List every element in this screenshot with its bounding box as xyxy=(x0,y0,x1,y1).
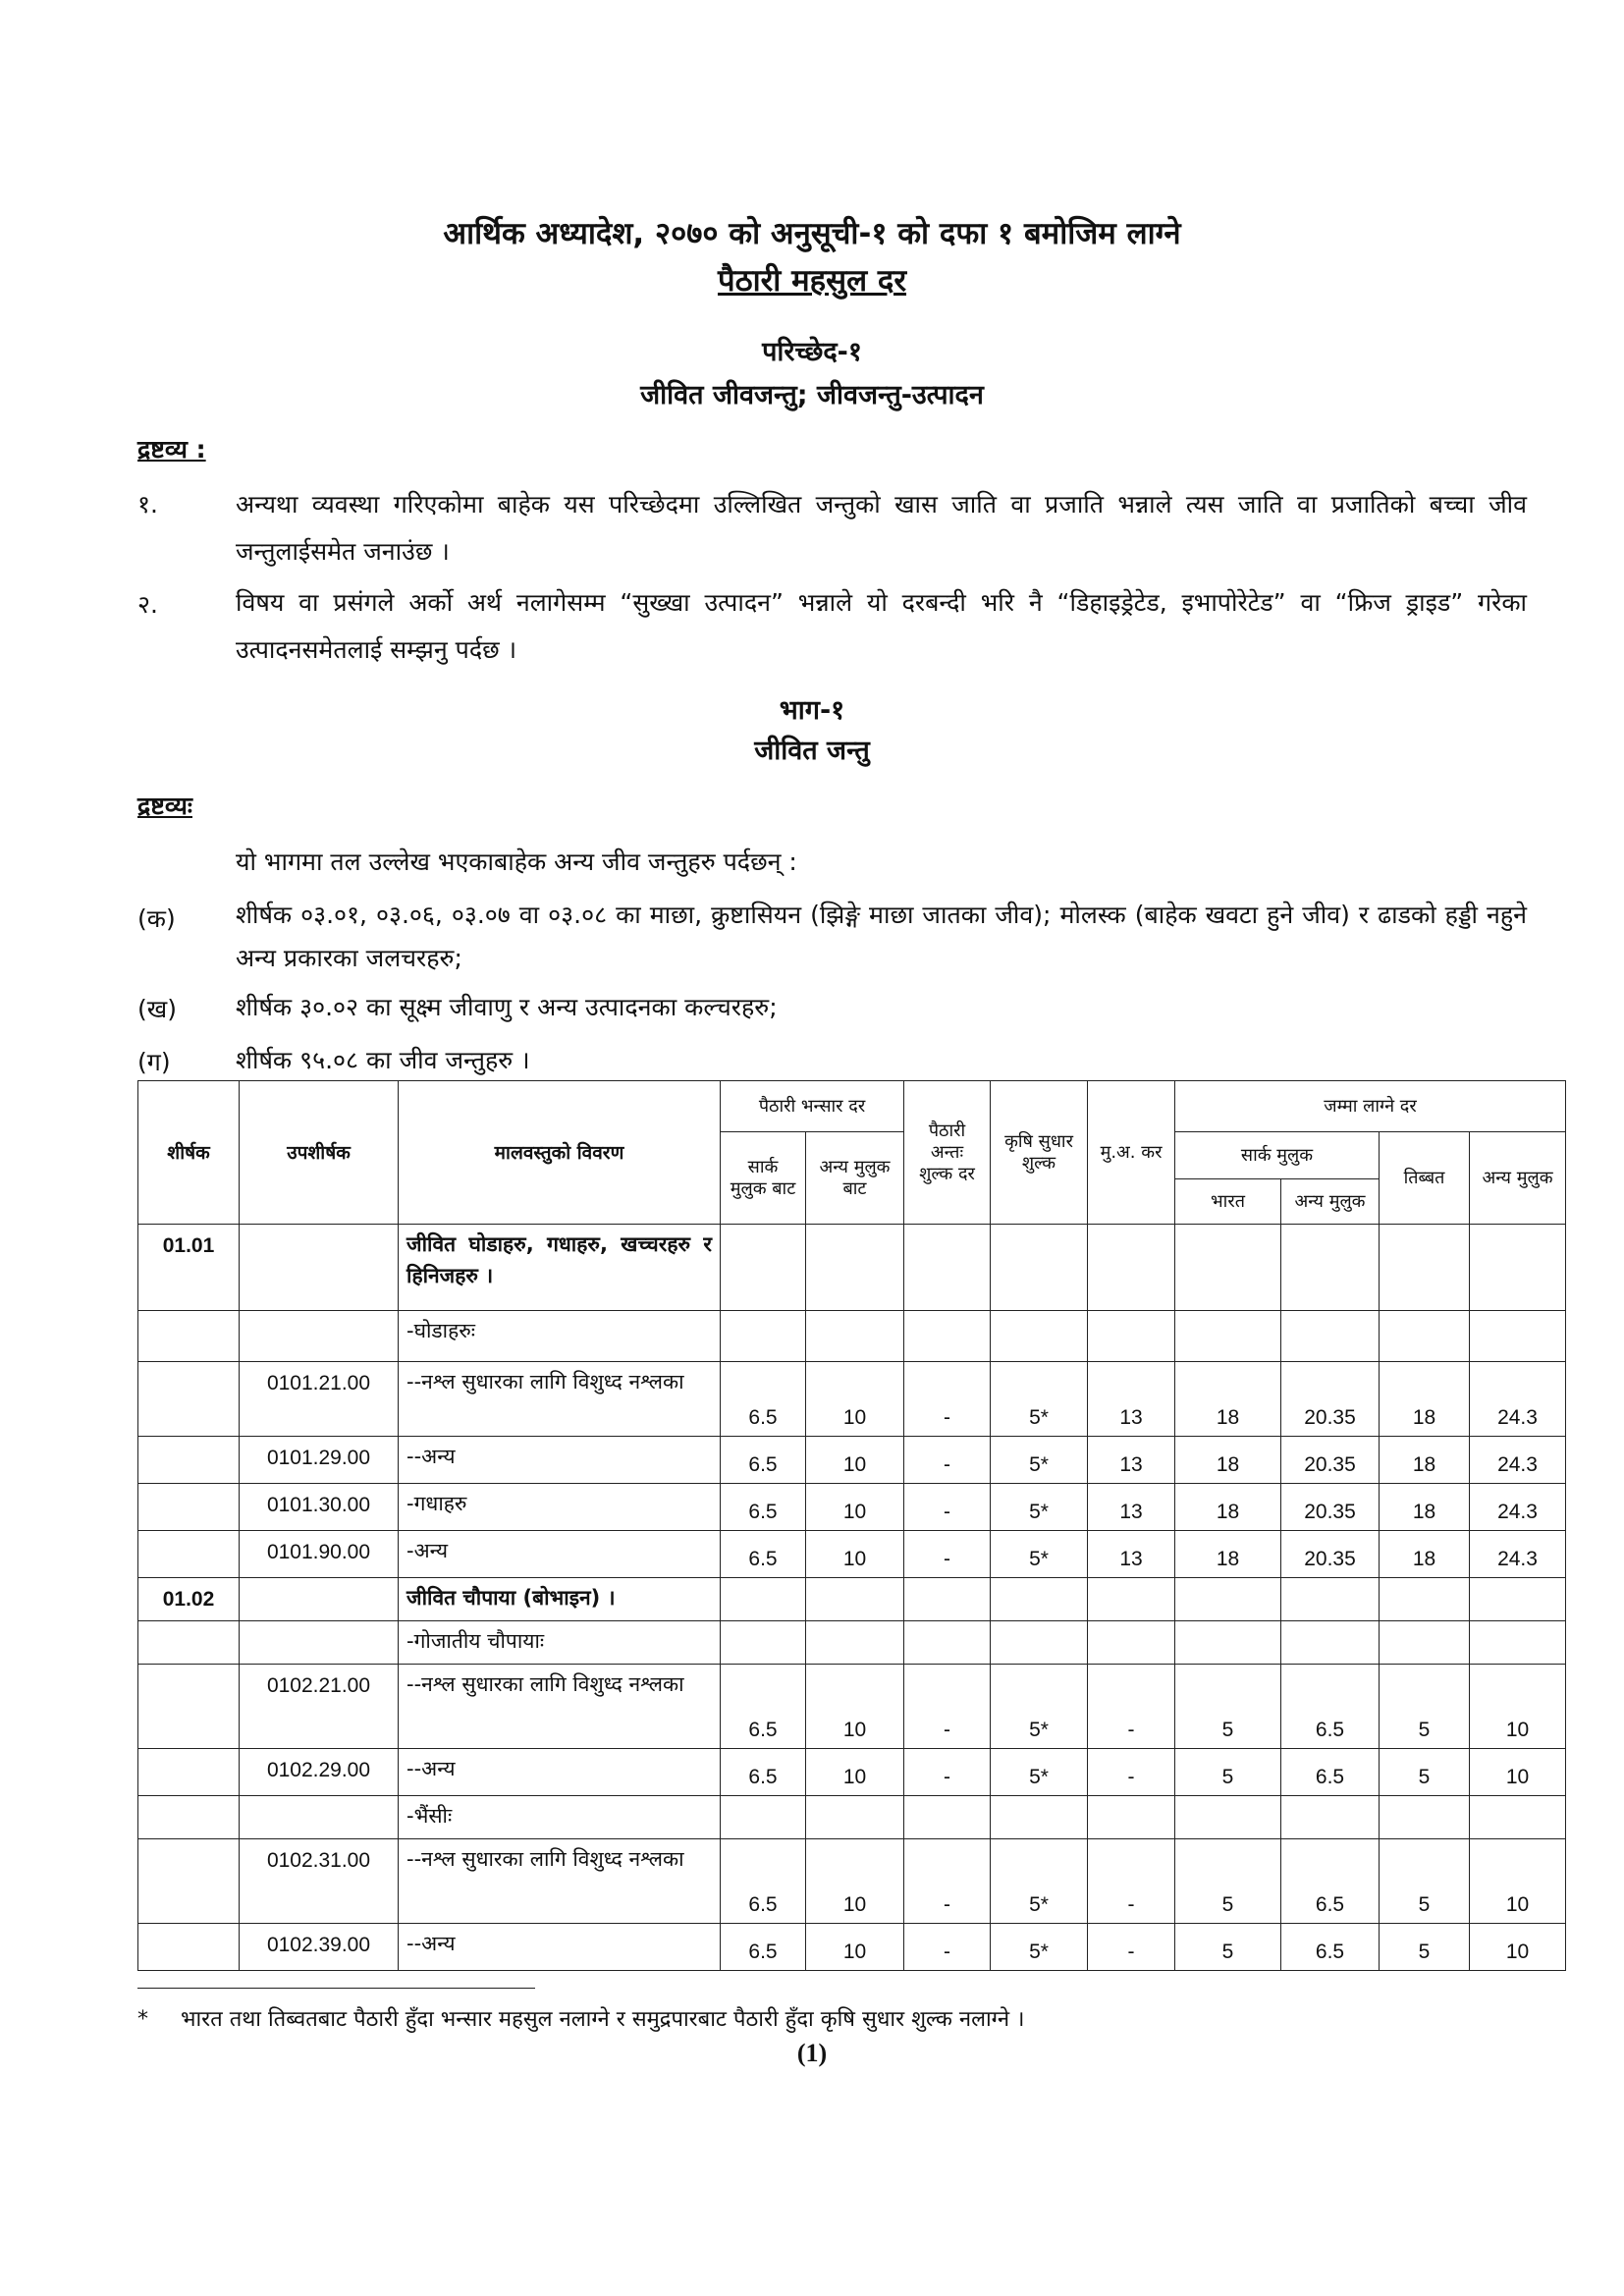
cell-other-country: 10 xyxy=(806,1924,904,1971)
col-header-internal-rate: पैठारी अन्तः शुल्क दर xyxy=(904,1081,991,1225)
cell-india xyxy=(1175,1225,1281,1311)
cell-saarc: 6.5 xyxy=(721,1362,806,1437)
chapter-label: परिच्छेद-१ xyxy=(762,337,862,367)
notes-intro: यो भागमा तल उल्लेख भएकाबाहेक अन्य जीव जन्तुहरु पर्दछन् : xyxy=(236,847,797,876)
cell-vat xyxy=(1088,1621,1175,1665)
cell-description: -अन्य xyxy=(399,1531,721,1578)
cell-subheading xyxy=(240,1578,399,1621)
cell-saarc xyxy=(721,1311,806,1362)
cell-subheading: 0101.21.00 xyxy=(240,1362,399,1437)
cell-tibet: 18 xyxy=(1380,1531,1470,1578)
cell-india xyxy=(1175,1621,1281,1665)
cell-india: 18 xyxy=(1175,1484,1281,1531)
cell-vat: 13 xyxy=(1088,1362,1175,1437)
cell-other-country-2: 10 xyxy=(1470,1665,1566,1749)
cell-agri-fee: 5* xyxy=(991,1362,1088,1437)
cell-internal-rate: - xyxy=(904,1924,991,1971)
cell-agri-fee: 5* xyxy=(991,1924,1088,1971)
cell-other-country xyxy=(806,1311,904,1362)
cell-saarc: 6.5 xyxy=(721,1749,806,1796)
cell-subheading: 0102.31.00 xyxy=(240,1839,399,1924)
cell-subheading xyxy=(240,1796,399,1839)
cell-other-country xyxy=(806,1621,904,1665)
cell-india: 18 xyxy=(1175,1531,1281,1578)
cell-other-country: 10 xyxy=(806,1437,904,1484)
cell-vat xyxy=(1088,1311,1175,1362)
cell-other: 6.5 xyxy=(1281,1749,1380,1796)
cell-other-country-2: 24.3 xyxy=(1470,1362,1566,1437)
table-row xyxy=(138,1749,1566,1796)
cell-description: --अन्य xyxy=(399,1924,721,1971)
cell-vat xyxy=(1088,1796,1175,1839)
cell-other: 6.5 xyxy=(1281,1839,1380,1924)
cell-india xyxy=(1175,1311,1281,1362)
col-header-saarc: सार्क मुलुक बाट xyxy=(721,1132,806,1225)
cell-subheading: 0102.29.00 xyxy=(240,1749,399,1796)
cell-description: --नश्ल सुधारका लागि विशुध्द नश्लका xyxy=(399,1362,721,1437)
document-title: आर्थिक अध्यादेश, २०७० को अनुसूची-१ को दफा १ बमोजिम लाग्ने xyxy=(443,216,1181,251)
table-row xyxy=(138,1311,1566,1362)
cell-heading xyxy=(138,1665,240,1749)
cell-heading xyxy=(138,1437,240,1484)
cell-other-country-2 xyxy=(1470,1621,1566,1665)
cell-description: --नश्ल सुधारका लागि विशुध्द नश्लका xyxy=(399,1665,721,1749)
cell-agri-fee: 5* xyxy=(991,1437,1088,1484)
cell-other: 20.35 xyxy=(1281,1437,1380,1484)
cell-other xyxy=(1281,1578,1380,1621)
cell-internal-rate xyxy=(904,1225,991,1311)
cell-subheading xyxy=(240,1311,399,1362)
table-row xyxy=(138,1531,1566,1578)
note-number: (ख) xyxy=(137,995,177,1023)
cell-other-country-2: 10 xyxy=(1470,1749,1566,1796)
cell-description: -गोजातीय चौपायाः xyxy=(399,1621,721,1665)
cell-other-country xyxy=(806,1578,904,1621)
cell-heading xyxy=(138,1749,240,1796)
cell-description: जीवित चौपाया (बोभाइन) । xyxy=(399,1578,721,1621)
cell-internal-rate: - xyxy=(904,1749,991,1796)
cell-other-country: 10 xyxy=(806,1665,904,1749)
cell-description: --अन्य xyxy=(399,1437,721,1484)
cell-internal-rate xyxy=(904,1796,991,1839)
col-header-vat: मु.अ. कर xyxy=(1088,1081,1175,1225)
col-header-subheading: उपशीर्षक xyxy=(240,1081,399,1225)
cell-agri-fee: 5* xyxy=(991,1839,1088,1924)
cell-description: -घोडाहरुः xyxy=(399,1311,721,1362)
cell-description: --नश्ल सुधारका लागि विशुध्द नश्लका xyxy=(399,1839,721,1924)
cell-subheading: 0101.30.00 xyxy=(240,1484,399,1531)
cell-other-country: 10 xyxy=(806,1362,904,1437)
table-row xyxy=(138,1665,1566,1749)
cell-heading xyxy=(138,1362,240,1437)
cell-tibet xyxy=(1380,1578,1470,1621)
cell-tibet: 5 xyxy=(1380,1749,1470,1796)
col-header-total-rate: जम्मा लाग्ने दर xyxy=(1175,1081,1566,1132)
cell-tibet xyxy=(1380,1621,1470,1665)
cell-subheading: 0102.21.00 xyxy=(240,1665,399,1749)
cell-india: 18 xyxy=(1175,1437,1281,1484)
cell-other-country-2 xyxy=(1470,1796,1566,1839)
chapter-title: जीवित जीवजन्तु; जीवजन्तु-उत्पादन xyxy=(640,380,984,410)
cell-india: 18 xyxy=(1175,1362,1281,1437)
col-header-heading: शीर्षक xyxy=(138,1081,240,1225)
cell-internal-rate: - xyxy=(904,1531,991,1578)
cell-other: 20.35 xyxy=(1281,1362,1380,1437)
col-header-agri-fee: कृषि सुधार शुल्क xyxy=(991,1081,1088,1225)
cell-other xyxy=(1281,1621,1380,1665)
cell-heading xyxy=(138,1621,240,1665)
cell-agri-fee xyxy=(991,1796,1088,1839)
cell-heading xyxy=(138,1311,240,1362)
cell-tibet xyxy=(1380,1225,1470,1311)
note-number: १. xyxy=(137,490,158,519)
table-row xyxy=(138,1796,1566,1839)
cell-tibet: 18 xyxy=(1380,1362,1470,1437)
table-row xyxy=(138,1225,1566,1311)
cell-agri-fee: 5* xyxy=(991,1665,1088,1749)
cell-tibet: 5 xyxy=(1380,1665,1470,1749)
cell-internal-rate: - xyxy=(904,1839,991,1924)
cell-heading xyxy=(138,1924,240,1971)
cell-india: 5 xyxy=(1175,1924,1281,1971)
cell-vat: - xyxy=(1088,1749,1175,1796)
note-number: २. xyxy=(137,590,158,619)
cell-tibet: 18 xyxy=(1380,1484,1470,1531)
cell-vat xyxy=(1088,1578,1175,1621)
cell-description: जीवित घोडाहरु, गधाहरु, खच्चरहरु र हिनिजहरु । xyxy=(399,1225,721,1311)
cell-internal-rate: - xyxy=(904,1665,991,1749)
cell-vat: - xyxy=(1088,1665,1175,1749)
cell-description: -भैंसीः xyxy=(399,1796,721,1839)
document-subtitle: पैठारी महसुल दर xyxy=(717,263,907,299)
cell-agri-fee: 5* xyxy=(991,1531,1088,1578)
cell-vat: 13 xyxy=(1088,1531,1175,1578)
note-text: शीर्षक ९५.०८ का जीव जन्तुहरु । xyxy=(236,1046,530,1074)
cell-subheading xyxy=(240,1621,399,1665)
page-number: (1) xyxy=(796,2039,828,2067)
cell-other-country-2 xyxy=(1470,1578,1566,1621)
cell-other-country-2: 10 xyxy=(1470,1839,1566,1924)
cell-internal-rate xyxy=(904,1578,991,1621)
cell-saarc: 6.5 xyxy=(721,1531,806,1578)
note-number: (ग) xyxy=(137,1048,171,1076)
part-label: भाग-१ xyxy=(779,695,845,726)
footnote xyxy=(137,2003,1024,2033)
cell-tibet xyxy=(1380,1796,1470,1839)
cell-other: 6.5 xyxy=(1281,1924,1380,1971)
cell-tibet: 18 xyxy=(1380,1437,1470,1484)
cell-agri-fee xyxy=(991,1311,1088,1362)
cell-agri-fee xyxy=(991,1621,1088,1665)
col-header-other-country: अन्य मुलुक बाट xyxy=(806,1132,904,1225)
note-text: विषय वा प्रसंगले अर्को अर्थ नलागेसम्म “सुख्खा उत्पादन” भन्नाले यो दरबन्दी भरि नै “डिहाइड्रेटेड, इभापोरेटेड” वा “फ्रिज ड्राइड” गरेका उत्पादनसमेतलाई सम्झनु पर्दछ । xyxy=(236,588,1527,664)
table-row xyxy=(138,1924,1566,1971)
cell-other-country-2 xyxy=(1470,1225,1566,1311)
cell-other-country: 10 xyxy=(806,1484,904,1531)
notes-heading: द्रष्टव्यः xyxy=(137,792,192,820)
footnote-divider xyxy=(137,1988,535,1989)
cell-internal-rate xyxy=(904,1311,991,1362)
table-row xyxy=(138,1484,1566,1531)
cell-other xyxy=(1281,1225,1380,1311)
col-header-description: मालवस्तुको विवरण xyxy=(399,1081,721,1225)
cell-other xyxy=(1281,1311,1380,1362)
cell-other: 6.5 xyxy=(1281,1665,1380,1749)
cell-tibet: 5 xyxy=(1380,1839,1470,1924)
cell-tibet xyxy=(1380,1311,1470,1362)
cell-other-country xyxy=(806,1796,904,1839)
cell-other: 20.35 xyxy=(1281,1484,1380,1531)
part-title: जीवित जन्तु xyxy=(754,736,870,766)
col-header-other: अन्य मुलुक xyxy=(1281,1179,1380,1225)
cell-internal-rate: - xyxy=(904,1484,991,1531)
cell-subheading: 0101.90.00 xyxy=(240,1531,399,1578)
cell-agri-fee xyxy=(991,1578,1088,1621)
cell-saarc: 6.5 xyxy=(721,1665,806,1749)
cell-heading xyxy=(138,1839,240,1924)
col-header-tibet: तिब्बत xyxy=(1380,1132,1470,1225)
cell-other-country-2: 24.3 xyxy=(1470,1531,1566,1578)
cell-other: 20.35 xyxy=(1281,1531,1380,1578)
cell-other-country: 10 xyxy=(806,1839,904,1924)
cell-other-country-2: 24.3 xyxy=(1470,1484,1566,1531)
cell-heading: 01.01 xyxy=(138,1225,240,1311)
table-row xyxy=(138,1621,1566,1665)
cell-subheading: 0101.29.00 xyxy=(240,1437,399,1484)
col-header-saarc-country: सार्क मुलुक xyxy=(1175,1132,1380,1179)
cell-saarc xyxy=(721,1578,806,1621)
tariff-table xyxy=(137,1080,1566,1971)
cell-agri-fee xyxy=(991,1225,1088,1311)
cell-description: --अन्य xyxy=(399,1749,721,1796)
note-text: शीर्षक ३०.०२ का सूक्ष्म जीवाणु र अन्य उत्पादनका कल्चरहरु; xyxy=(236,993,778,1021)
cell-saarc xyxy=(721,1225,806,1311)
cell-india: 5 xyxy=(1175,1839,1281,1924)
cell-description: -गधाहरु xyxy=(399,1484,721,1531)
table-row xyxy=(138,1578,1566,1621)
cell-heading xyxy=(138,1531,240,1578)
cell-internal-rate: - xyxy=(904,1362,991,1437)
cell-other-country-2: 10 xyxy=(1470,1924,1566,1971)
cell-other-country xyxy=(806,1225,904,1311)
cell-saarc xyxy=(721,1621,806,1665)
cell-saarc: 6.5 xyxy=(721,1484,806,1531)
cell-saarc: 6.5 xyxy=(721,1924,806,1971)
cell-vat: 13 xyxy=(1088,1437,1175,1484)
col-header-india: भारत xyxy=(1175,1179,1281,1225)
table-row xyxy=(138,1437,1566,1484)
footnote-text: भारत तथा तिब्वतबाट पैठारी हुँदा भन्सार महसुल नलाग्ने र समुद्रपारबाट पैठारी हुँदा कृषि सुधार शुल्क नलाग्ने । xyxy=(181,2007,1025,2032)
cell-india xyxy=(1175,1578,1281,1621)
note-number: (क) xyxy=(137,904,176,933)
cell-heading: 01.02 xyxy=(138,1578,240,1621)
cell-other-country: 10 xyxy=(806,1531,904,1578)
cell-vat xyxy=(1088,1225,1175,1311)
cell-other-country: 10 xyxy=(806,1749,904,1796)
cell-india: 5 xyxy=(1175,1665,1281,1749)
cell-internal-rate: - xyxy=(904,1437,991,1484)
cell-heading xyxy=(138,1796,240,1839)
cell-saarc: 6.5 xyxy=(721,1437,806,1484)
cell-other xyxy=(1281,1796,1380,1839)
note-text: शीर्षक ०३.०१, ०३.०६, ०३.०७ वा ०३.०८ का माछा, क्रुष्टासियन (झिङ्गे माछा जातका जीव); मोलस्क (बाहेक खवटा हुने जीव) र ढाडको हड्डी नहुने अन्य प्रकारका जलचरहरु; xyxy=(236,901,1527,972)
cell-agri-fee: 5* xyxy=(991,1484,1088,1531)
cell-subheading: 0102.39.00 xyxy=(240,1924,399,1971)
cell-heading xyxy=(138,1484,240,1531)
cell-other-country-2 xyxy=(1470,1311,1566,1362)
cell-vat: 13 xyxy=(1088,1484,1175,1531)
footnote-marker: * xyxy=(137,2007,148,2032)
notes-heading: द्रष्टव्य : xyxy=(137,435,206,464)
cell-saarc xyxy=(721,1796,806,1839)
cell-subheading xyxy=(240,1225,399,1311)
cell-vat: - xyxy=(1088,1839,1175,1924)
cell-agri-fee: 5* xyxy=(991,1749,1088,1796)
table-row xyxy=(138,1839,1566,1924)
cell-saarc: 6.5 xyxy=(721,1839,806,1924)
cell-india xyxy=(1175,1796,1281,1839)
cell-internal-rate xyxy=(904,1621,991,1665)
cell-tibet: 5 xyxy=(1380,1924,1470,1971)
col-header-other-country-2: अन्य मुलुक xyxy=(1470,1132,1566,1225)
cell-vat: - xyxy=(1088,1924,1175,1971)
table-row xyxy=(138,1362,1566,1437)
note-text: अन्यथा व्यवस्था गरिएकोमा बाहेक यस परिच्छेदमा उल्लिखित जन्तुको खास जाति वा प्रजाति भन्नाले त्यस जाति वा प्रजातिको बच्चा जीव जन्तुलाईसमेत जनाउंछ । xyxy=(236,490,1527,566)
col-header-customs-rate: पैठारी भन्सार दर xyxy=(721,1081,904,1132)
cell-other-country-2: 24.3 xyxy=(1470,1437,1566,1484)
cell-india: 5 xyxy=(1175,1749,1281,1796)
